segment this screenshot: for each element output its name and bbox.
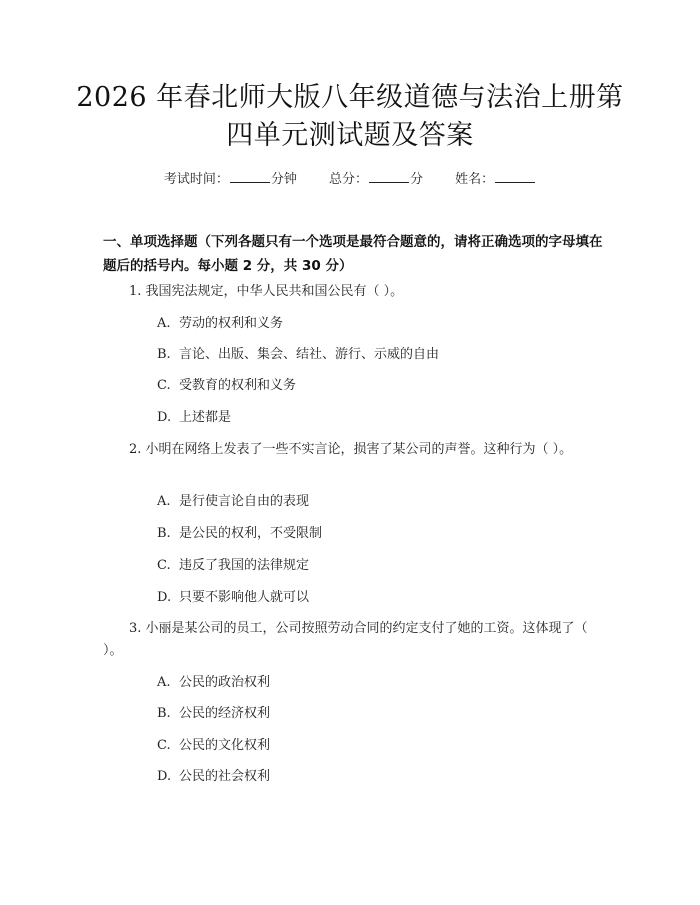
- option-c: [157, 376, 296, 396]
- exam-time-unit: 分钟: [270, 172, 297, 187]
- exam-info-row: [0, 168, 700, 187]
- option-a: [157, 492, 309, 512]
- option-a: [157, 314, 283, 334]
- page-title-line-2: 四单元测试题及答案: [226, 120, 474, 151]
- option-text: 是行使言论自由的表现: [179, 494, 310, 509]
- total-score-field: [329, 168, 423, 187]
- question-stem: 3. 小丽是某公司的员工，公司按照劳动合同的约定支付了她的工资。这体现了（ ）。: [103, 621, 588, 658]
- option-text: 公民的社会权利: [179, 769, 271, 784]
- exam-time-field: [164, 168, 297, 187]
- option-key: A.: [157, 494, 171, 509]
- option-text: 是公民的权利，不受限制: [179, 526, 323, 541]
- option-b: [157, 345, 439, 365]
- total-score-blank: [369, 170, 409, 183]
- exam-time-blank: [230, 170, 270, 183]
- question-1: [103, 281, 598, 303]
- student-name-blank: [495, 170, 535, 183]
- option-text: 公民的文化权利: [179, 738, 271, 753]
- option-key: B.: [157, 526, 171, 541]
- option-text: 言论、出版、集会、结社、游行、示威的自由: [179, 347, 440, 362]
- option-text: 违反了我国的法律规定: [179, 558, 310, 573]
- option-key: D.: [157, 410, 172, 425]
- page-title-line-1: 2026 年春北师大版八年级道德与法治上册第: [76, 82, 624, 113]
- option-key: C.: [157, 558, 171, 573]
- option-d: [157, 408, 231, 428]
- option-text: 劳动的权利和义务: [179, 316, 284, 331]
- option-key: D.: [157, 769, 172, 784]
- option-key: B.: [157, 706, 171, 721]
- option-c: [157, 556, 309, 576]
- option-text: 只要不影响他人就可以: [179, 590, 310, 605]
- option-d: [157, 588, 309, 608]
- option-key: C.: [157, 738, 171, 753]
- option-key: A.: [157, 675, 171, 690]
- student-name-label: 姓名：: [455, 172, 495, 187]
- option-key: D.: [157, 590, 172, 605]
- option-a: [157, 673, 270, 693]
- question-stem: 1. 我国宪法规定，中华人民共和国公民有（ ）。: [129, 284, 404, 299]
- option-b: [157, 704, 270, 724]
- option-key: B.: [157, 347, 171, 362]
- question-2: [103, 439, 598, 461]
- option-key: C.: [157, 378, 171, 393]
- total-score-label: 总分：: [328, 172, 368, 187]
- option-d: [157, 767, 270, 787]
- section-heading: 一、单项选择题（下列各题只有一个选项是最符合题意的，请将正确选项的字母填在题后的括号内。每小题 2 分，共 30 分）: [103, 234, 603, 274]
- option-key: A.: [157, 316, 171, 331]
- option-text: 公民的政治权利: [179, 675, 271, 690]
- total-score-unit: 分: [410, 172, 424, 187]
- exam-time-label: 考试时间：: [163, 172, 229, 187]
- option-text: 上述都是: [179, 410, 232, 425]
- question-3: [103, 618, 598, 662]
- option-c: [157, 736, 270, 756]
- option-text: 受教育的权利和义务: [179, 378, 297, 393]
- option-b: [157, 524, 322, 544]
- option-text: 公民的经济权利: [179, 706, 271, 721]
- question-stem: 2. 小明在网络上发表了一些不实言论，损害了某公司的声誉。这种行为（ ）。: [129, 442, 573, 457]
- student-name-field: [455, 168, 536, 187]
